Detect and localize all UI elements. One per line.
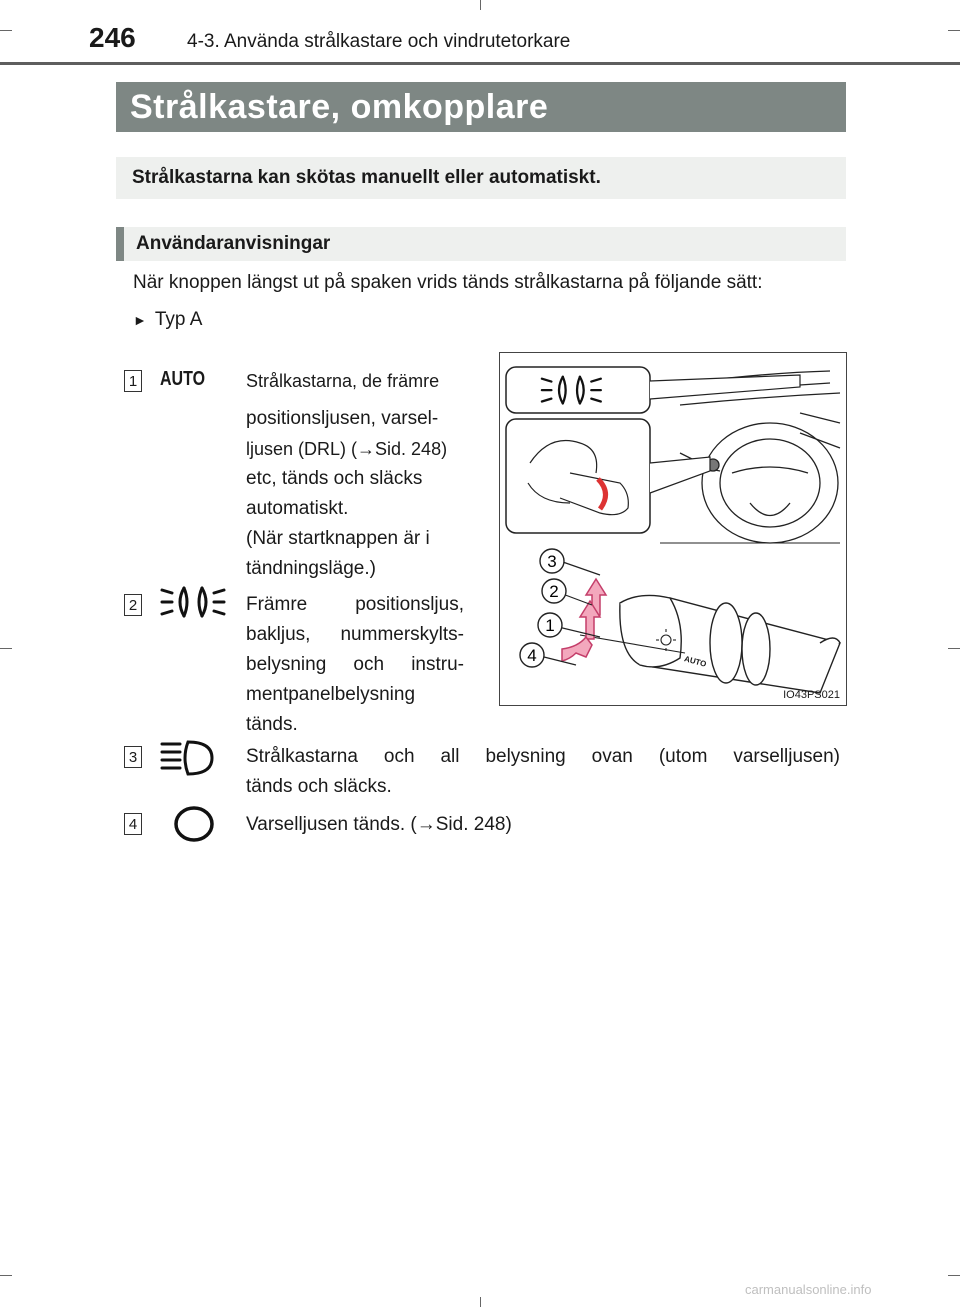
section-title: 4-3. Använda strålkastare och vindrutetorkare — [187, 31, 571, 52]
item-2-line: mentpanelbelysning — [246, 684, 416, 705]
item-1-line: positionsljusen, varsel- — [246, 408, 439, 429]
watermark: carmanualsonline.info — [745, 1282, 872, 1297]
crop-mark — [948, 648, 960, 649]
item-4-text — [246, 810, 840, 840]
item-2-line: tänds. — [246, 714, 298, 735]
intro-summary: Strålkastarna kan skötas manuellt eller automatiskt. — [116, 157, 846, 199]
item-1-line: Strålkastarna, de främre — [246, 371, 440, 391]
crop-mark — [0, 1275, 12, 1276]
headlight-switch-figure — [499, 352, 847, 706]
crop-mark — [0, 648, 12, 649]
item-number: 1 — [124, 370, 142, 392]
item-1-text — [246, 366, 464, 584]
item-number: 2 — [124, 594, 142, 616]
page-number: 246 — [89, 22, 136, 53]
item-1-line: tändningsläge.) — [246, 558, 376, 579]
figure-illustration — [500, 353, 846, 705]
callout-1 — [536, 611, 564, 639]
crop-mark — [480, 0, 481, 10]
item-3-text — [246, 742, 840, 802]
type-label — [133, 309, 202, 331]
item-3-line: Strålkastarna och all belysning ovan (utom varselljusen) — [246, 746, 840, 767]
callout-2 — [540, 577, 568, 605]
item-number: 3 — [124, 746, 142, 768]
callout-3-label: 3 — [547, 552, 557, 571]
type-label-text: Typ A — [154, 309, 203, 330]
item-2-text — [246, 590, 464, 740]
usage-text: När knoppen längst ut på spaken vrids tänds strålkastarna på följande sätt: — [133, 272, 763, 293]
crop-mark — [948, 30, 960, 31]
item-number: 4 — [124, 813, 142, 835]
callout-2-label: 2 — [549, 582, 559, 601]
item-1-line: (När startknappen är i — [246, 528, 430, 549]
figure-code: IO43PS021 — [783, 689, 840, 701]
item-1-line: ljusen (DRL) (→Sid. 248) — [246, 439, 448, 459]
page-title: Strålkastare, omkopplare — [116, 82, 846, 132]
item-1-line: etc, tänds och släcks — [246, 468, 423, 489]
callout-3 — [538, 547, 566, 575]
stalk-auto-label: AUTO — [683, 654, 708, 669]
triangle-bullet-icon: ► — [133, 312, 147, 328]
callout-4-label: 4 — [527, 646, 537, 665]
crop-mark — [480, 1297, 481, 1307]
position-lights-icon — [160, 584, 226, 620]
crop-mark — [948, 1275, 960, 1276]
item-1-line: automatiskt. — [246, 498, 349, 519]
callout-1-label: 1 — [545, 616, 555, 635]
item-2-line: bakljus, nummerskylts- — [246, 624, 464, 645]
headlights-icon — [160, 738, 214, 778]
drl-icon — [172, 804, 216, 844]
item-2-line: belysning och instru- — [246, 654, 464, 675]
item-2-line: Främre positionsljus, — [246, 594, 464, 615]
crop-mark — [0, 30, 12, 31]
auto-symbol-label: AUTO — [160, 368, 206, 390]
item-3-line: tänds och släcks. — [246, 776, 392, 797]
usage-heading: Användaranvisningar — [116, 227, 846, 261]
callout-4 — [518, 641, 546, 669]
header-divider — [0, 62, 960, 65]
item-4-line: Varselljusen tänds. (→Sid. 248) — [246, 814, 512, 835]
